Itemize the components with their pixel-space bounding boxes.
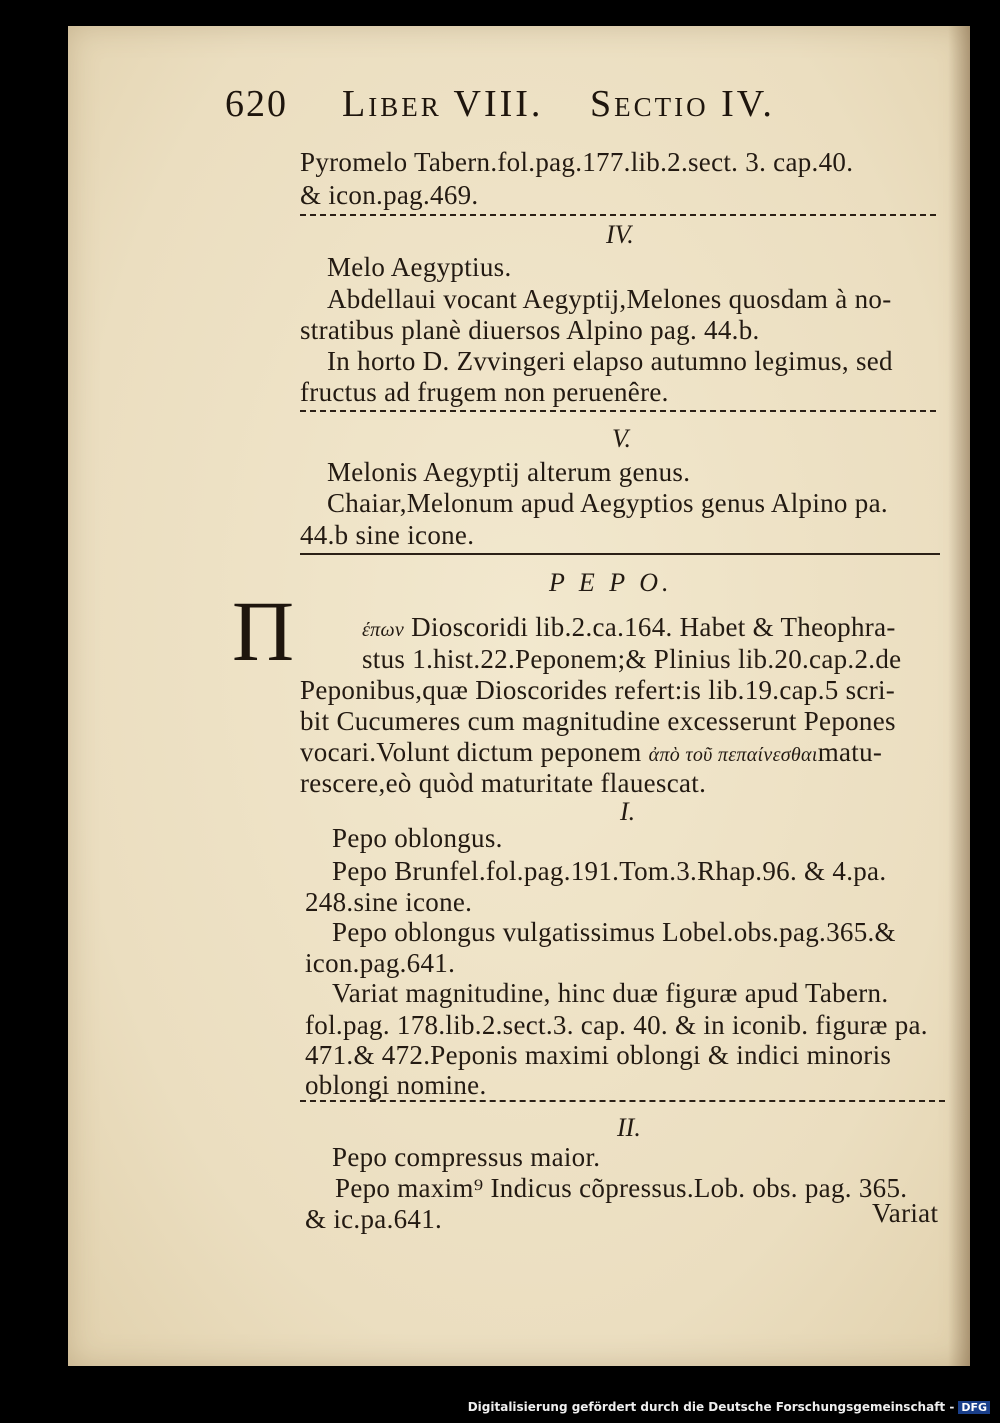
text-line: icon.pag.641. <box>305 948 456 978</box>
text-line: oblongi nomine. <box>305 1070 487 1100</box>
text-line: & ic.pa.641. <box>305 1204 443 1234</box>
text-line: fructus ad frugem non peruenêre. <box>300 377 669 407</box>
text-line: & icon.pag.469. <box>300 180 479 210</box>
digitization-footer <box>468 1400 990 1414</box>
text-span: matu- <box>817 737 883 767</box>
section-rule <box>300 1100 945 1102</box>
text-line <box>300 737 882 768</box>
section-heading-v: V. <box>612 424 632 453</box>
section-rule <box>300 214 936 216</box>
text-line: Chaiar,Melonum apud Aegyptios genus Alpino pa. <box>327 488 888 518</box>
running-header <box>225 82 885 142</box>
sectio-title: Sectio IV. <box>590 83 775 125</box>
drop-initial: Π <box>232 583 295 679</box>
text-line: 471.& 472.Peponis maximi oblongi & indici minoris <box>305 1040 892 1070</box>
text-line: rescere,eò quòd maturitate flauescat. <box>300 768 707 798</box>
text-line: stus 1.hist.22.Peponem;& Plinius lib.20.cap.2.de <box>362 644 902 674</box>
text-line: bit Cucumeres cum magnitudine excesserunt Pepones <box>300 706 896 736</box>
text-line: Melo Aegyptius. <box>327 252 512 282</box>
text-line: Pepo Brunfel.fol.pag.191.Tom.3.Rhap.96. & 4.pa. <box>332 856 887 886</box>
text-line <box>302 612 896 643</box>
text-line: In horto D. Zvvingeri elapso autumno legimus, sed <box>327 346 893 376</box>
section-heading-ii: II. <box>617 1113 641 1142</box>
text-line: fol.pag. 178.lib.2.sect.3. cap. 40. & in iconib. figuræ pa. <box>305 1010 928 1040</box>
text-span: vocari.Volunt dictum peponem <box>300 737 642 767</box>
text-line: Pepo oblongus. <box>332 823 503 853</box>
text-line: 44.b sine icone. <box>300 520 475 550</box>
liber-title: Liber VIII. <box>342 83 544 125</box>
section-heading-pepo: P E P O. <box>549 568 673 597</box>
catchword: Variat <box>872 1198 939 1228</box>
section-rule <box>300 410 936 412</box>
section-rule <box>300 553 940 555</box>
text-line: Melonis Aegyptij alterum genus. <box>327 457 691 487</box>
page-number: 620 <box>225 83 288 125</box>
text-line: Pepo maxim⁹ Indicus cõpressus.Lob. obs. pag. 365. <box>335 1173 908 1203</box>
text-line: stratibus planè diuersos Alpino pag. 44.b. <box>300 315 760 345</box>
text-line: Pepo oblongus vulgatissimus Lobel.obs.pag.365.& <box>332 917 896 947</box>
greek-phrase: ἀπὸ τοῦ πεπαίνεσθαι <box>648 744 818 766</box>
footer-text: Digitalisierung gefördert durch die Deutsche Forschungsgemeinschaft - <box>467 1400 955 1414</box>
text-line: Abdellaui vocant Aegyptij,Melones quosdam à no- <box>327 284 892 314</box>
section-heading-iv: IV. <box>606 220 634 249</box>
greek-word: έπων <box>362 619 405 641</box>
dfg-logo: DFG <box>958 1401 990 1414</box>
text-line: Pepo compressus maior. <box>332 1142 601 1172</box>
section-heading-i: I. <box>620 797 636 826</box>
page-edge-shadow <box>948 26 970 1366</box>
text-line: Peponibus,quæ Dioscorides refert:is lib.19.cap.5 scri- <box>300 675 896 705</box>
text-line: Variat magnitudine, hinc duæ figuræ apud Tabern. <box>332 978 889 1008</box>
text-line: 248.sine icone. <box>305 887 473 917</box>
text-line: Pyromelo Tabern.fol.pag.177.lib.2.sect. 3. cap.40. <box>300 147 854 177</box>
text-span: Dioscoridi lib.2.ca.164. Habet & Theophra- <box>411 612 896 642</box>
